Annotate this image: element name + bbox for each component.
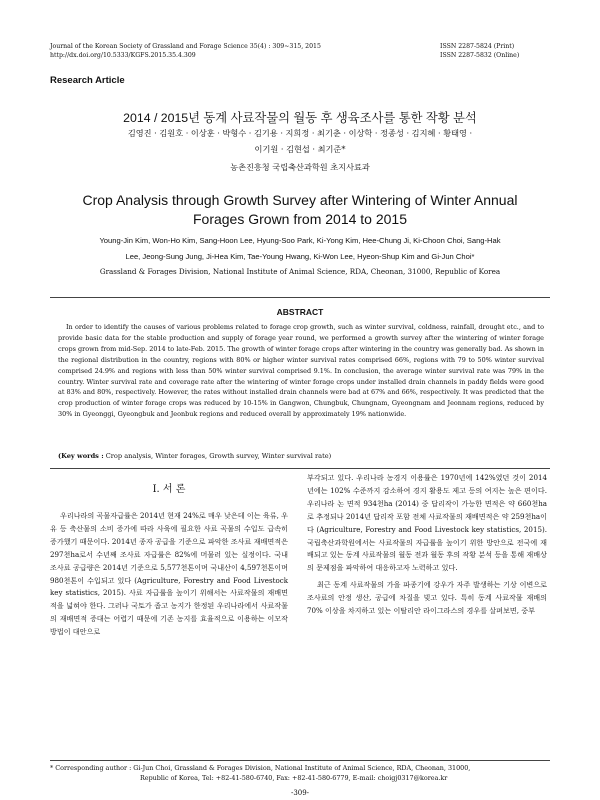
footnote-line2: Republic of Korea, Tel: +82-41-580-6740, Fax: +82-41-580-6779, E-mail: choigj0317@korea.kr: [140, 774, 448, 782]
authors-en-line2: Lee, Jeong-Sung Jung, Ji-Hea Kim, Tae-Young Hwang, Ki-Won Lee, Hyeon-Shup Kim and Gi-Jun Choi*: [125, 252, 475, 261]
authors-kr-line1: 김영진 · 김원호 · 이상훈 · 박형수 · 김기용 · 지희정 · 최기춘 · 이상학 · 정종성 · 김지혜 · 황태영 ·: [127, 128, 473, 138]
title-en-line2: Forages Grown from 2014 to 2015: [192, 211, 407, 227]
issn-print: ISSN 2287-5824 (Print): [440, 43, 515, 50]
left-col-paragraph: 우리나라의 곡물자급률은 2014년 현재 24%로 매우 낮은데 이는 육류, 우유 등 축산물의 소비 증가에 따라 사육에 필요한 사료 곡물의 수입도 급속히 증가했기 때문이다. 2014년 종자 공급을 기준으로 파악한 조사료 재배면적은 297천ha로서 수년째 조사료 자급률은 82%에 머물러 있는 실정이다. 국내 조사료 공급량은 2014년 기준으로 5,577천톤이며 국내산이 4,597천톤이며 980천톤이 수입되고 있다 (Agriculture, Forestry and Food Livestock key statistics, 2015). 사료 자급률을 높이기 위해서는 사료작물의 재배면적을 넓혀야 한다. 그러나 국토가 좁고 농지가 한정된 우리나라에서 사료작물의 재배면적 증대는 어렵기 때문에 기존 농지를 효율적으로 이용하는 이모작 방법이 대안으로: [50, 511, 288, 637]
authors-en-line1: Young-Jin Kim, Won-Ho Kim, Sang-Hoon Lee, Hyung-Soo Park, Ki-Yong Kim, Hee-Chung Ji, Ki-Choon Choi, Sang-Hak: [99, 236, 501, 245]
right-col-paragraph-2: 최근 동계 사료작물의 가을 파종기에 강우가 자주 발생하는 기상 이변으로 조사료의 안정 생산, 공급에 차질을 빚고 있다. 특히 동계 사료작물 재배의 70% 이상을 차지하고 있는 이탈리안 라이그라스의 경우를 살펴보면, 중부: [307, 580, 547, 616]
title-en-line1: Crop Analysis through Growth Survey after Wintering of Winter Annual: [82, 192, 518, 208]
abstract-text: In order to identify the causes of various problems related to forage crop growth, such as winter survival, coldness, rainfall, drought etc., and to provide basic data for the stable production and supply of forage year round, we performed a growth survey after the wintering of winter forage crops grown from mid-Sep. 2014 to late-Feb. 2015. The growth of winter forage crops after wintering in the country was generally bad. As shown in the regional distribution in the country, regions with 80% or higher winter survival rates comprised 66%, regions with 79 to 50% winter survival comprised 24.9% and regions with less than 50% winter survival comprised 9.1%. In conclusion, the average winter survival rate was 79% in the country. Winter survival rate and coverage rate after the wintering of winter forage crops under installed drain channels in paddy fields were good at 83% and 80%, respectively. However, the rates without installed drain channels were bad at 67% and 66%, respectively. It was predicted that the crop production of winter forage crops was reduced by 10-15% in Gangwon, Chungbuk, Chungnam, Gyeongnam and Jeonnam regions, reduced by 30% in Gyeonggi, Gyeongbuk and Jeonbuk regions and reduced overall by approximately 19% nationwide.: [58, 323, 544, 419]
issn-online: ISSN 2287-5832 (Online): [440, 52, 520, 59]
left-column: [50, 510, 288, 639]
keywords-label: (Key words :: [58, 452, 104, 460]
section-heading-introduction: Ⅰ. 서 론: [152, 484, 186, 495]
right-column: [307, 472, 547, 618]
footnote-rule: [50, 760, 550, 761]
doi-line: http://dx.doi.org/10.5333/KGFS.2015.35.4.309: [50, 52, 196, 59]
keywords: [58, 452, 331, 460]
keywords-text: Crop analysis, Winter forages, Growth survey, Winter survival rate): [103, 452, 332, 460]
authors-kr-line2: 이기원 · 김현섭 · 최기준*: [254, 144, 346, 154]
page-number: -309-: [290, 789, 310, 797]
abstract-rule-top: [50, 297, 550, 298]
article-type: Research Article: [50, 75, 125, 86]
journal-line: Journal of the Korean Society of Grassland and Forage Science 35(4) : 309~315, 2015: [50, 43, 321, 50]
affiliation-kr: 농촌진흥청 국립축산과학원 초지사료과: [230, 162, 370, 172]
abstract-heading: ABSTRACT: [276, 307, 324, 317]
affiliation-en: Grassland & Forages Division, National Institute of Animal Science, RDA, Cheonan, 31000, Republic of Korea: [99, 267, 501, 276]
abstract-rule-bottom: [50, 468, 550, 469]
right-col-paragraph-1: 부각되고 있다. 우리나라 농경지 이용률은 1970년에 142%였던 것이 2014년에는 102% 수준까지 감소하여 경지 활용도 제고 등의 여지는 높은 편이다. 우리나라 논 면적 934천ha (2014) 중 답리작이 가능한 면적은 약 660천ha로 추정되나 2014년 답리작 포함 전체 사료작물의 재배면적은 약 259천ha이다 (Agriculture, Forestry and Food Livestock key statistics, 2015). 국립축산과학원에서는 사료작물의 자급률을 높이기 위한 방안으로 전국에 재배되고 있는 동계 사료작물의 월동 전과 월동 후의 작황 분석 등을 통해 재배상의 문제점을 파악하여 대응하고자 노력하고 있다.: [307, 473, 547, 573]
title-kr: 2014 / 2015년 동계 사료작물의 월동 후 생육조사를 통한 작황 분석: [123, 111, 477, 125]
footnote-line1: * Corresponding author : Gi-Jun Choi, Grassland & Forages Division, National Institute of Animal Science, RDA, Cheonan, 31000,: [50, 764, 471, 772]
